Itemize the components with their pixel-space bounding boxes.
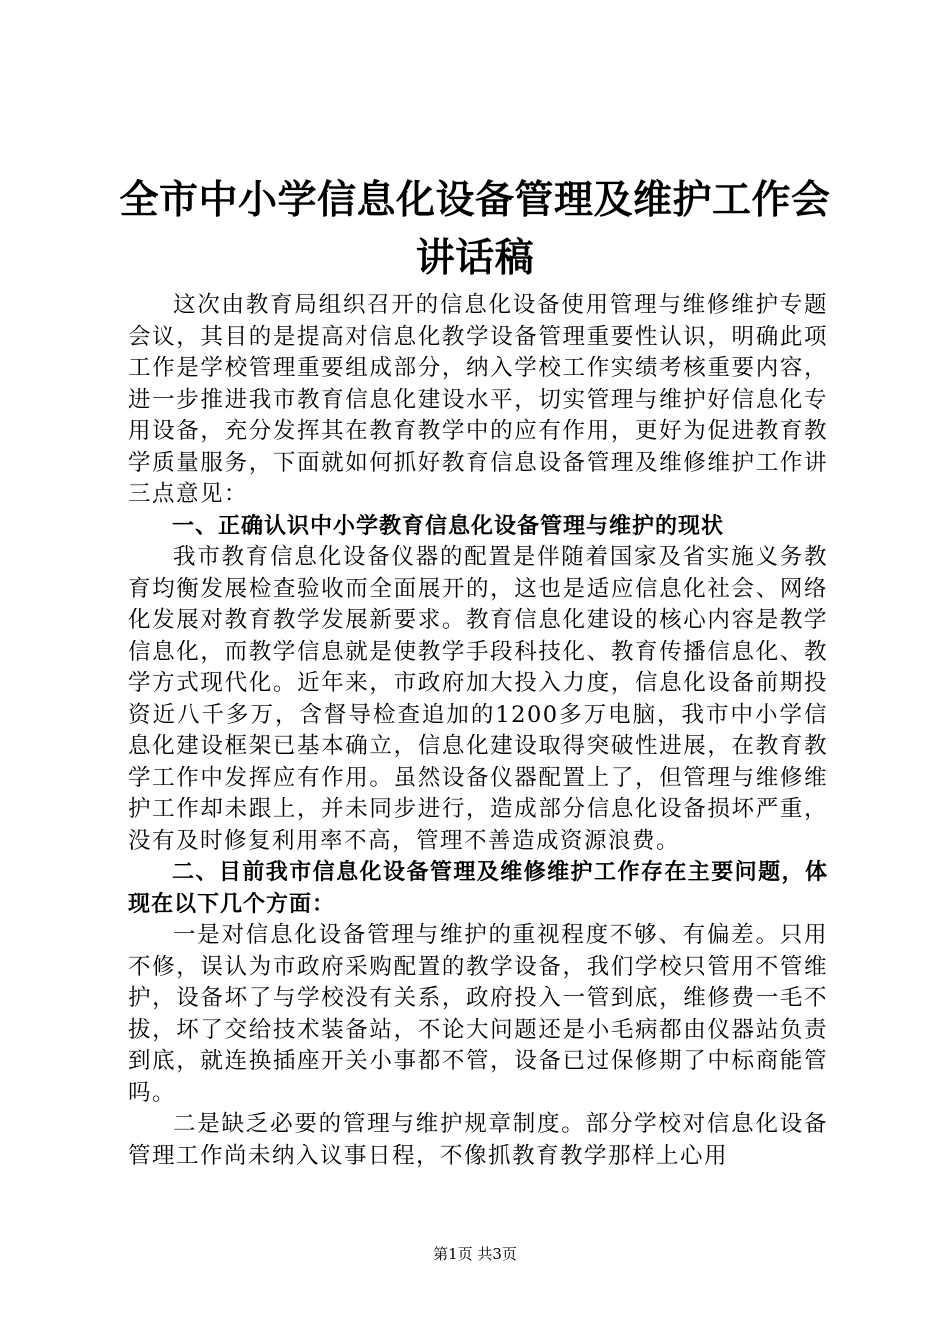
body-paragraph: 一是对信息化设备管理与维护的重视程度不够、有偏差。只用不修，误认为市政府采购配置的教学设备，我们学校只管用不管维护，设备坏了与学校没有关系，政府投入一管到底，维修费一毛不拔，坏了交给技术装备站，不论大问题还是小毛病都由仪器站负责到底，就连换插座开关小事都不管，设备已过保修期了中标商能管吗。 [128,922,828,1106]
body-paragraph: 我市教育信息化设备仪器的配置是伴随着国家及省实施义务教育均衡发展检查验收而全面展开的，这也是适应信息化社会、网络化发展对教育教学发展新要求。教育信息化建设的核心内容是教学信息化，而教学信息就是使教学手段科技化、教育传播信息化、教学方式现代化。近年来，市政府加大投入力度，信息化设备前期投资近八千多万，含督导检查追加的1200多万电脑，我市中小学信息化建设框架已基本确立，信息化建设取得突破性进展，在教育教学工作中发挥应有作用。虽然设备仪器配置上了，但管理与维修维护工作却未跟上，并未同步进行，造成部分信息化设备损坏严重，没有及时修复利用率不高，管理不善造成资源浪费。 [128,544,828,854]
intro-paragraph: 这次由教育局组织召开的信息化设备使用管理与维修维护专题会议，其目的是提高对信息化教学设备管理重要性认识，明确此项工作是学校管理重要组成部分，纳入学校工作实绩考核重要内容，进一步推进我市教育信息化建设水平，切实管理与维护好信息化专用设备，充分发挥其在教育教学中的应有作用，更好为促进教育教学质量服务，下面就如何抓好教育信息设备管理及维修维护工作讲三点意见： [128,292,828,507]
page-footer: 第1页 共3页 [433,1245,517,1263]
section-heading-2: 二、目前我市信息化设备管理及维修维护工作存在主要问题，体现在以下几个方面： [128,860,828,917]
body-paragraph: 二是缺乏必要的管理与维护规章制度。部分学校对信息化设备管理工作尚未纳入议事日程，不像抓教育教学那样上心用 [128,1111,828,1169]
section-heading-1: 一、正确认识中小学教育信息化设备管理与维护的现状 [172,513,725,539]
document-body [128,290,828,1172]
document-title: 全市中小学信息化设备管理及维护工作会讲话稿 [119,178,831,281]
